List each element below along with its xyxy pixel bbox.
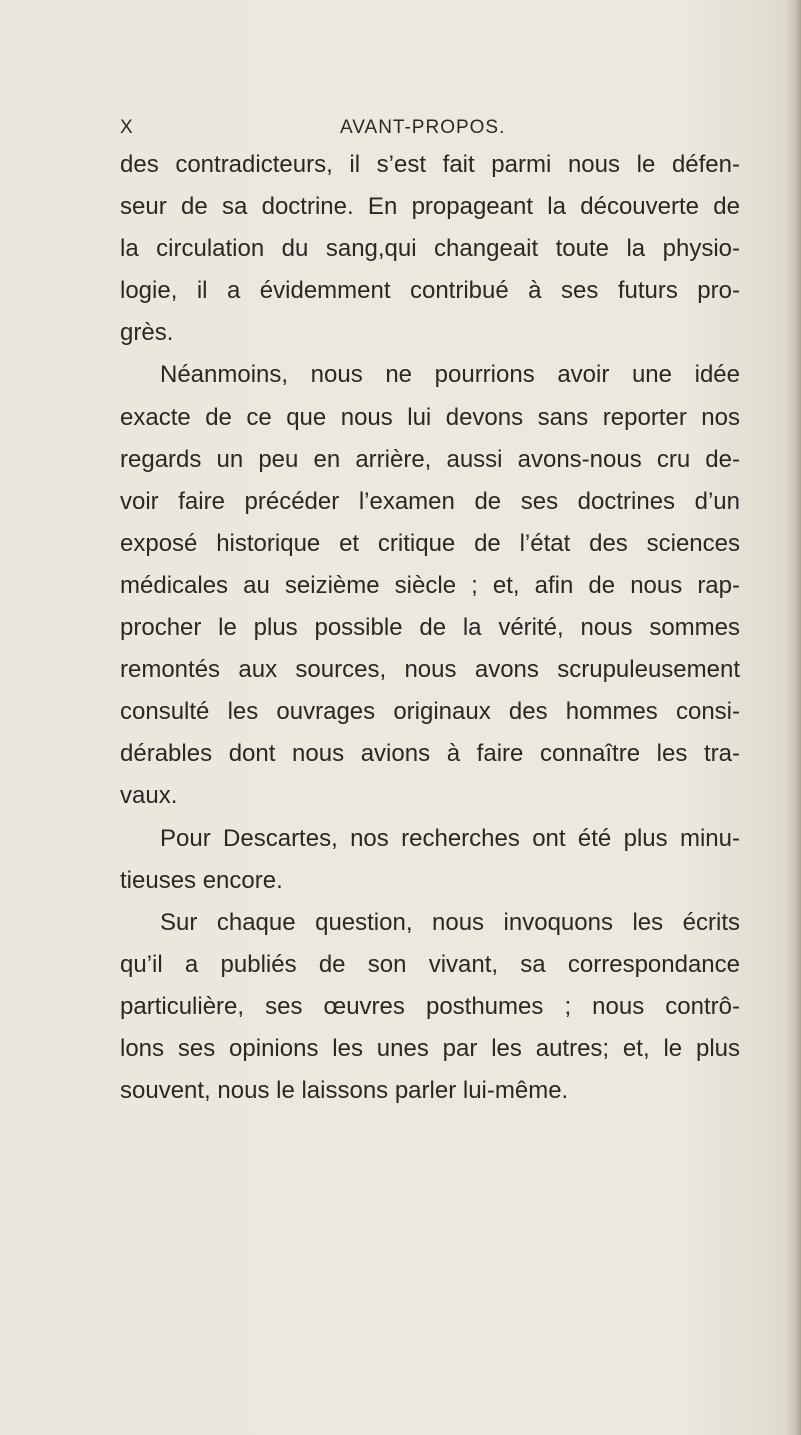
running-head — [120, 117, 738, 147]
text-line: lons ses opinions les unes par les autres; et, le plus — [120, 1034, 740, 1062]
text-line: médicales au seizième siècle ; et, afin de nous rap- — [120, 571, 740, 599]
text-line: particulière, ses œuvres posthumes ; nous contrô- — [120, 992, 740, 1020]
text-line: logie, il a évidemment contribué à ses futurs pro- — [120, 277, 740, 305]
text-line: dérables dont nous avions à faire connaître les tra- — [120, 740, 740, 768]
paragraph-2 — [120, 354, 740, 817]
text-line: des contradicteurs, il s’est fait parmi nous le défen- — [120, 151, 740, 178]
paragraph-1 — [120, 144, 740, 354]
text-line: regards un peu en arrière, aussi avons-nous cru de- — [120, 445, 740, 473]
text-line: voir faire précéder l’examen de ses doctrines d’un — [120, 487, 740, 515]
text-line: procher le plus possible de la vérité, nous sommes — [120, 614, 740, 642]
paragraph-3 — [120, 818, 740, 902]
text-line: exposé historique et critique de l’état des sciences — [120, 529, 740, 557]
text-line: seur de sa doctrine. En propageant la découverte de — [120, 193, 740, 221]
text-line: qu’il a publiés de son vivant, sa correspondance — [120, 950, 740, 978]
text-line: souvent, nous le laissons parler lui-même. — [120, 1077, 569, 1105]
paragraph-4 — [120, 902, 740, 1112]
text-line: Sur chaque question, nous invoquons les écrits — [160, 908, 740, 936]
body-text — [120, 144, 740, 1112]
text-line: la circulation du sang,qui changeait toute la physio- — [120, 235, 740, 263]
text-line: Pour Descartes, nos recherches ont été plus minu- — [160, 824, 740, 852]
text-line: vaux. — [120, 782, 178, 810]
text-line: exacte de ce que nous lui devons sans reporter nos — [120, 403, 740, 431]
text-line: consulté les ouvrages originaux des hommes consi- — [120, 698, 740, 726]
running-title: AVANT-PROPOS. — [340, 117, 506, 138]
text-line: remontés aux sources, nous avons scrupuleusement — [120, 656, 740, 684]
text-line: tieuses encore. — [120, 866, 283, 894]
text-line: Néanmoins, nous ne pourrions avoir une idée — [160, 361, 740, 389]
page-edge-shadow — [787, 0, 801, 1435]
page-number: X — [120, 117, 134, 138]
text-line: grès. — [120, 319, 174, 347]
